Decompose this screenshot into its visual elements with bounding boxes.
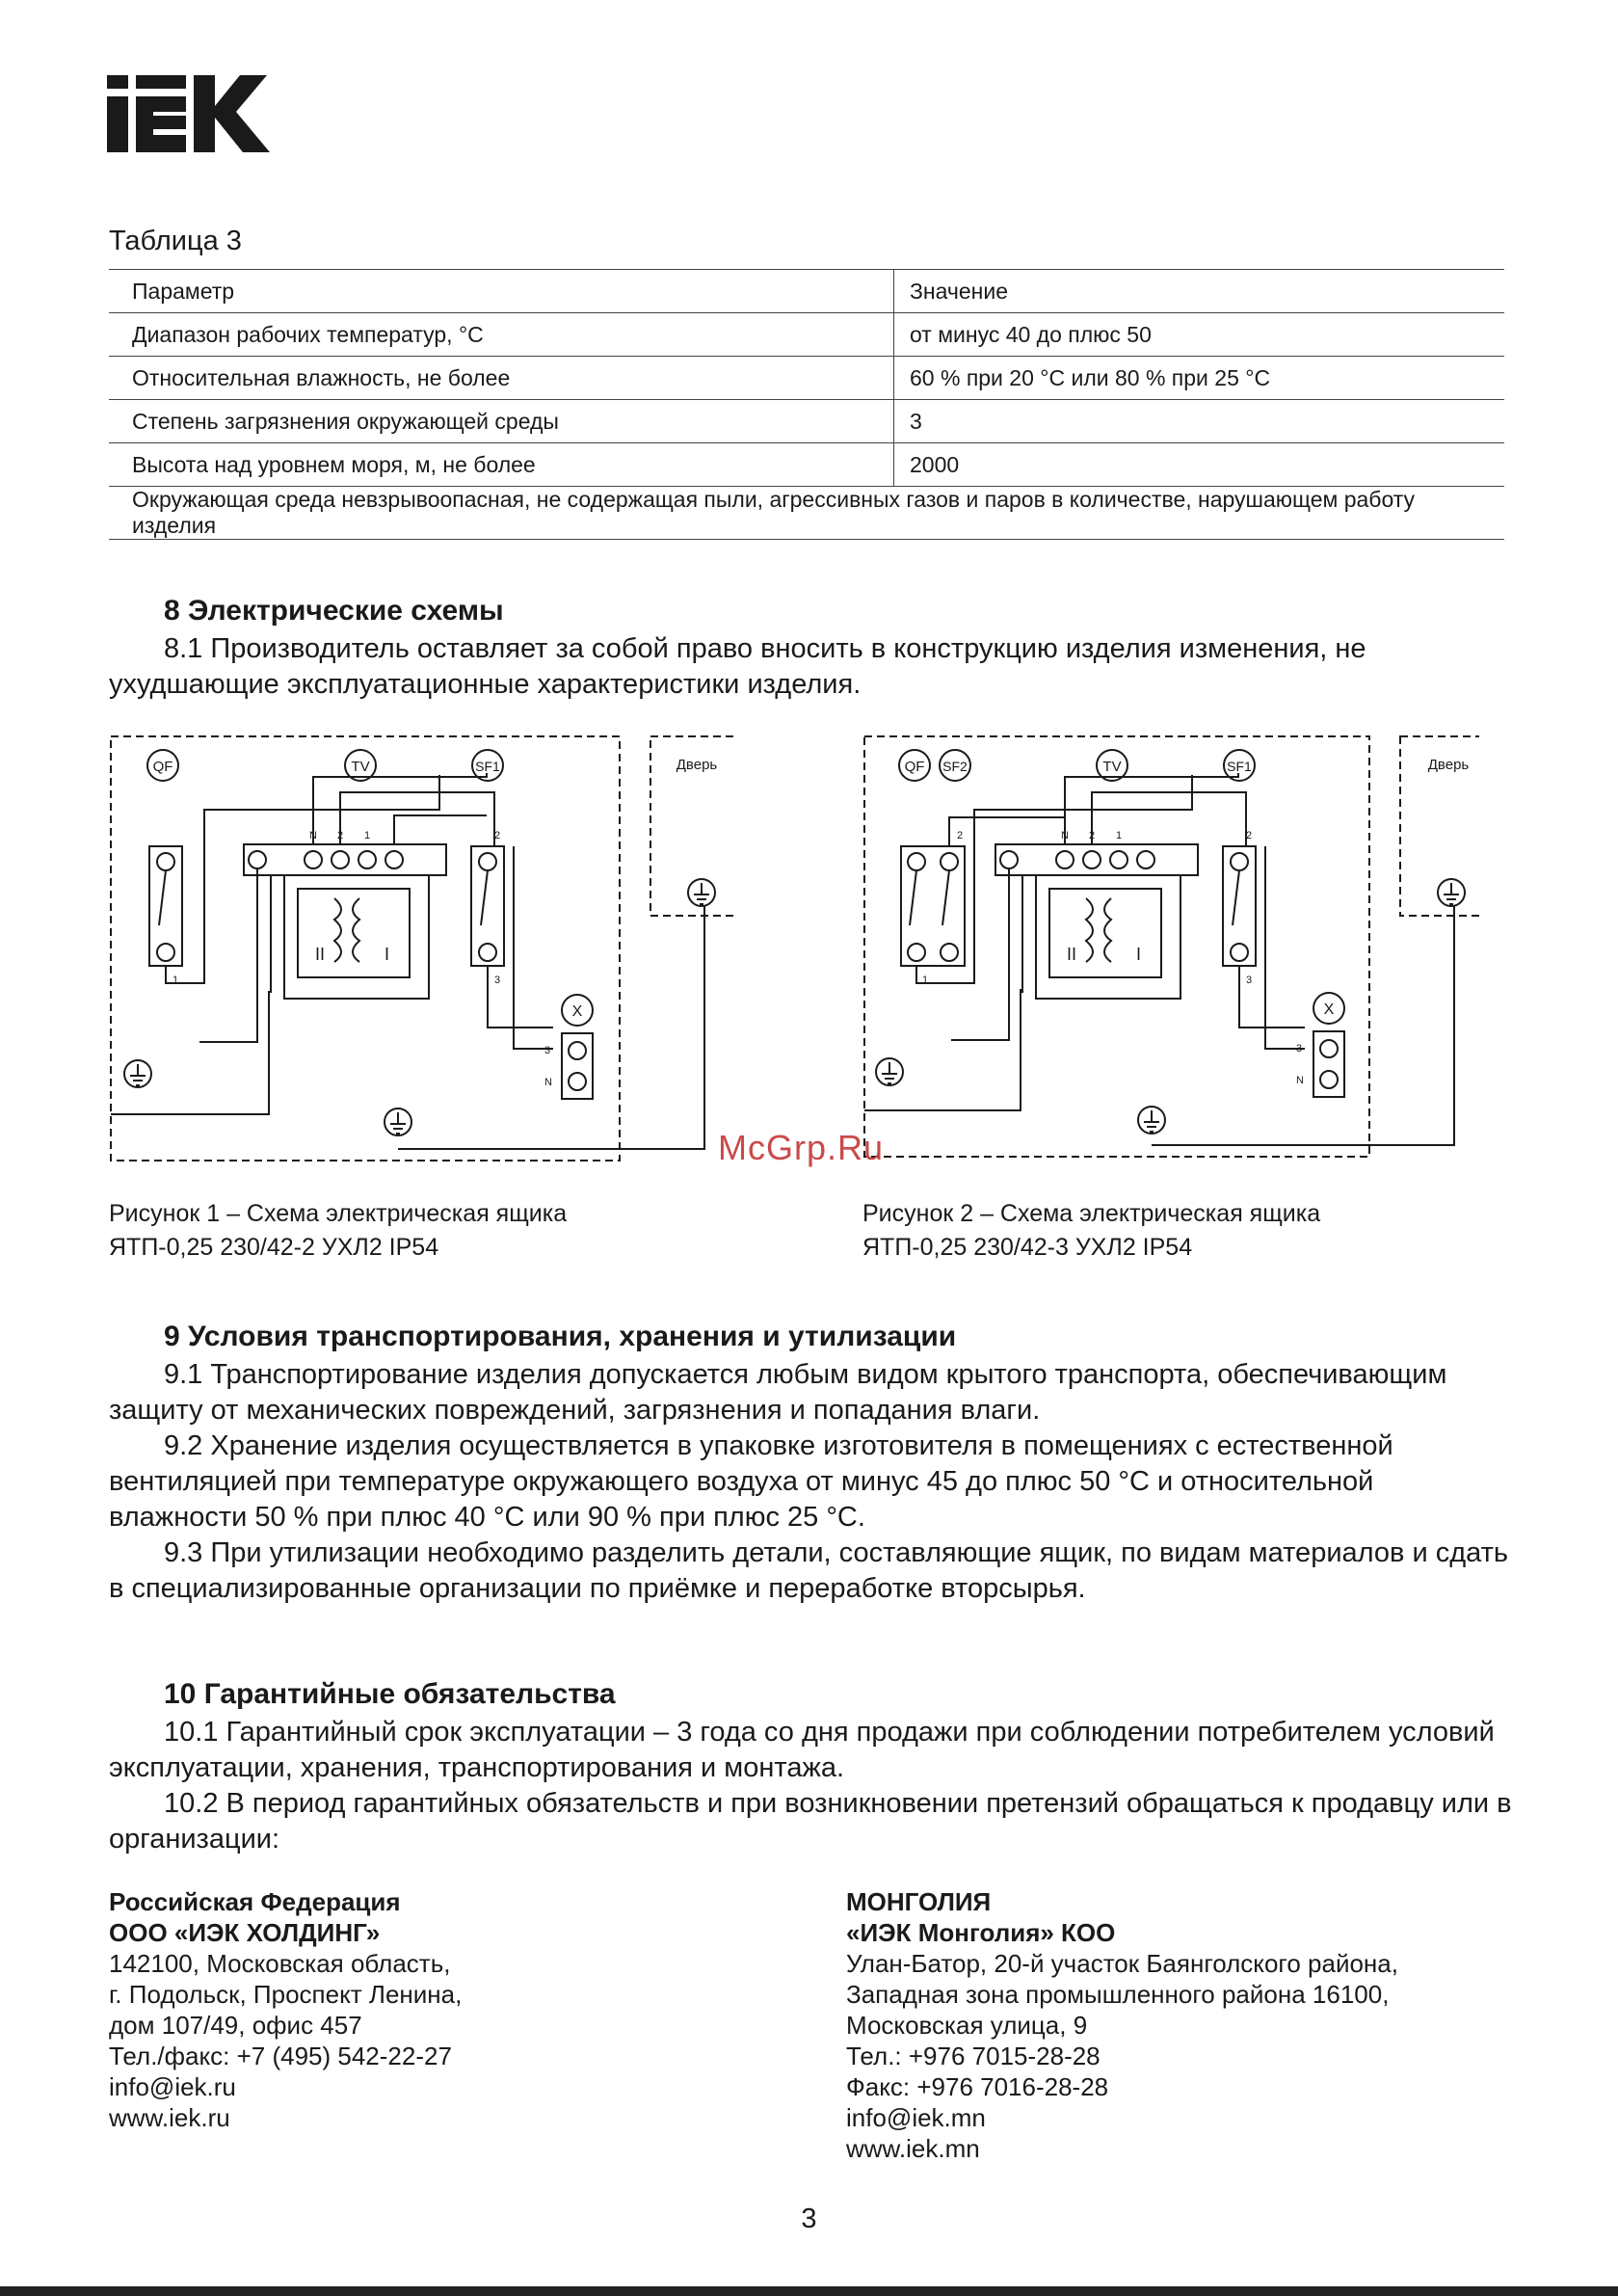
- figure-1-caption: [109, 1197, 567, 1265]
- header-cell: Параметр: [109, 270, 894, 313]
- table-footer-row: [109, 487, 1504, 540]
- figure-2-caption: [862, 1197, 1320, 1265]
- terminal-icon: [157, 944, 174, 961]
- wire: [1152, 906, 1454, 1145]
- wire: [166, 775, 439, 983]
- ground-symbol: [1144, 1110, 1159, 1132]
- wire: [1036, 875, 1180, 999]
- wire-num: 1: [922, 974, 929, 986]
- wire: [864, 989, 1021, 1110]
- qf-sf2-breaker: [901, 846, 965, 966]
- terminal-icon: [1056, 851, 1074, 868]
- ground-symbol: [390, 1112, 406, 1134]
- wire-n: N: [544, 1077, 552, 1088]
- winding-2: II: [315, 945, 326, 964]
- wire-num: 2: [494, 830, 501, 841]
- wire: [284, 875, 429, 999]
- watermark: McGrp.Ru: [718, 1128, 885, 1167]
- ground-symbol: [130, 1064, 146, 1085]
- wire-num: 2: [336, 830, 344, 841]
- contact-line: Западная зона промышленного района 16100,: [846, 1980, 1390, 2009]
- terminal-icon: [385, 851, 403, 868]
- value-cell: 60 % при 20 °С или 80 % при 25 °С: [894, 357, 1505, 400]
- terminal-icon: [1231, 853, 1248, 870]
- wire: [949, 817, 1065, 846]
- section-10-heading: 10 Гарантийные обязательства: [164, 1678, 616, 1710]
- header-cell: Значение: [894, 270, 1505, 313]
- table-row: [109, 400, 1504, 443]
- switch-icon: [159, 870, 166, 925]
- terminal-icon: [479, 944, 496, 961]
- x-label: X: [571, 1003, 583, 1020]
- contact-russia: [109, 1886, 462, 2133]
- ground-terminal-icon: [249, 851, 266, 868]
- table-caption: Таблица 3: [109, 226, 242, 256]
- coil-icon: [334, 898, 341, 962]
- section-9-heading: 9 Условия транспортирования, хранения и утилизации: [164, 1321, 957, 1352]
- terminal-icon: [1320, 1040, 1338, 1057]
- enclosure-outline: [111, 736, 620, 1161]
- door-label: Дверь: [676, 757, 718, 773]
- paragraph-8-1: [109, 631, 1516, 703]
- terminal-icon: [908, 853, 925, 870]
- wiring-diagram-2: [862, 733, 1479, 1176]
- paragraph-text: 10.1 Гарантийный срок эксплуатации – 3 года со дня продажи при соблюдении потребителем условий эксплуатации, хранения, транспортирования и монтажа.: [109, 1717, 1495, 1783]
- paragraph-10-1: [109, 1715, 1516, 1786]
- contact-email[interactable]: info@iek.mn: [846, 2103, 986, 2132]
- terminal-icon: [1231, 944, 1248, 961]
- wire-num: 1: [172, 974, 179, 986]
- contact-mongolia: [846, 1886, 1398, 2164]
- switch-icon: [481, 870, 488, 925]
- tv-label: TV: [351, 759, 370, 775]
- param-cell: Относительная влажность, не более: [109, 357, 894, 400]
- terminal-icon: [908, 944, 925, 961]
- wire-num: 2: [1246, 830, 1253, 841]
- wire: [199, 868, 257, 1042]
- contact-line: 142100, Московская область,: [109, 1949, 451, 1978]
- terminal-icon: [1137, 851, 1154, 868]
- wiring-diagram-1: [109, 733, 735, 1176]
- sf1-label: SF1: [1227, 759, 1252, 774]
- value-cell: от минус 40 до плюс 50: [894, 313, 1505, 357]
- parameters-table: [109, 269, 1504, 540]
- wire: [111, 991, 269, 1114]
- contact-country: МОНГОЛИЯ: [846, 1887, 992, 1916]
- wire-num: 3: [494, 974, 501, 986]
- wire-num: 2: [957, 830, 964, 841]
- contact-phone: Тел.: +976 7015-28-28: [846, 2042, 1101, 2070]
- terminal-icon: [1110, 851, 1127, 868]
- winding-1: I: [1136, 945, 1142, 964]
- tv-label: TV: [1102, 759, 1122, 775]
- table-row: [109, 313, 1504, 357]
- contact-org: «ИЭК Монголия» КОО: [846, 1918, 1116, 1947]
- param-cell: Высота над уровнем моря, м, не более: [109, 443, 894, 487]
- terminal-icon: [1320, 1071, 1338, 1088]
- x-terminal-block: [562, 1033, 593, 1099]
- param-cell: Диапазон рабочих температур, °С: [109, 313, 894, 357]
- value-cell: 3: [894, 400, 1505, 443]
- terminal-icon: [358, 851, 376, 868]
- switch-icon: [910, 870, 916, 925]
- paragraph-9-2: [109, 1428, 1516, 1535]
- sf1-breaker: [471, 846, 504, 966]
- wire: [394, 815, 487, 844]
- ground-symbol: [1444, 883, 1459, 904]
- paragraph-text: 9.1 Транспортирование изделия допускается любым видом крытого транспорта, обеспечивающим защиту от механических повреждений, загрязнения и попадания влаги.: [109, 1359, 1447, 1426]
- contact-country: Российская Федерация: [109, 1887, 401, 1916]
- paragraph-9-1: [109, 1357, 1516, 1428]
- paragraph-text: 10.2 В период гарантийных обязательств и при возникновении претензий обращаться к продавцу или в организации:: [109, 1788, 1512, 1855]
- wire-num: 1: [363, 830, 371, 841]
- winding-1: I: [385, 945, 390, 964]
- wire-num: 3: [1296, 1043, 1303, 1055]
- paragraph-10-2: [109, 1786, 1516, 1857]
- wire-num: 1: [1115, 830, 1123, 841]
- param-cell: Степень загрязнения окружающей среды: [109, 400, 894, 443]
- paragraph-9-3: [109, 1535, 1516, 1607]
- terminal-icon: [941, 853, 958, 870]
- section-8-heading: 8 Электрические схемы: [164, 595, 504, 627]
- sf2-label: SF2: [942, 759, 968, 774]
- contact-website[interactable]: www.iek.ru: [109, 2103, 230, 2132]
- table-row: [109, 357, 1504, 400]
- terminal-icon: [1083, 851, 1101, 868]
- x-label: X: [1323, 1001, 1335, 1018]
- wire-n: N: [1061, 830, 1069, 841]
- contact-org: ООО «ИЭК ХОЛДИНГ»: [109, 1918, 381, 1947]
- contact-fax: Факс: +976 7016-28-28: [846, 2072, 1109, 2101]
- page-number: 3: [801, 2203, 817, 2234]
- contact-email[interactable]: info@iek.ru: [109, 2072, 236, 2101]
- value-cell: 2000: [894, 443, 1505, 487]
- winding-2: II: [1067, 945, 1077, 964]
- paragraph-text: 8.1 Производитель оставляет за собой право вносить в конструкцию изделия изменения, не ухудшающие эксплуатационные характеристики изделия.: [109, 633, 1366, 700]
- ground-symbol: [882, 1062, 897, 1083]
- terminal-icon: [305, 851, 322, 868]
- x-terminal-block: [1313, 1031, 1344, 1097]
- wire: [1265, 846, 1305, 1049]
- table-header-row: [109, 270, 1504, 313]
- coil-icon: [1104, 898, 1111, 962]
- contact-phone: Тел./факс: +7 (495) 542-22-27: [109, 2042, 452, 2070]
- switch-icon: [942, 870, 949, 925]
- coil-icon: [353, 898, 359, 962]
- caption-line: ЯТП-0,25 230/42-3 УХЛ2 IP54: [862, 1234, 1193, 1261]
- contact-line: Улан-Батор, 20-й участок Баянголского района,: [846, 1949, 1398, 1978]
- wire-num: 3: [544, 1045, 551, 1056]
- terminal-icon: [332, 851, 349, 868]
- paragraph-text: 9.2 Хранение изделия осуществляется в упаковке изготовителя в помещениях с естественной вентиляцией при температуре окружающего воздуха от минус 45 до плюс 50 °С и относительной влажности 50 % при плюс 40 °С или 90 % при плюс 25 °С.: [109, 1430, 1393, 1533]
- ground-terminal-icon: [1000, 851, 1018, 868]
- bottom-rule: [0, 2286, 1618, 2296]
- table-row: [109, 443, 1504, 487]
- wire-n: N: [309, 830, 317, 841]
- wire-n: N: [1296, 1075, 1304, 1086]
- sf1-breaker: [1223, 846, 1256, 966]
- switch-icon: [1233, 870, 1239, 925]
- sf1-label: SF1: [475, 759, 500, 774]
- wire-num: 2: [1088, 830, 1096, 841]
- caption-line: Рисунок 2 – Схема электрическая ящика: [862, 1200, 1321, 1227]
- contact-website[interactable]: www.iek.mn: [846, 2134, 980, 2163]
- contact-line: Московская улица, 9: [846, 2011, 1088, 2040]
- caption-line: ЯТП-0,25 230/42-2 УХЛ2 IP54: [109, 1234, 439, 1261]
- qf-breaker: [149, 846, 182, 966]
- terminal-icon: [569, 1042, 586, 1059]
- ground-symbol: [694, 883, 709, 904]
- contact-line: дом 107/49, офис 457: [109, 2011, 362, 2040]
- qf-label: QF: [152, 759, 173, 775]
- wire: [514, 846, 553, 1049]
- enclosure-outline: [864, 736, 1369, 1157]
- contact-line: г. Подольск, Проспект Ленина,: [109, 1980, 463, 2009]
- door-label: Дверь: [1427, 757, 1470, 773]
- qf-label: QF: [904, 759, 925, 775]
- terminal-icon: [941, 944, 958, 961]
- terminal-icon: [479, 853, 496, 870]
- paragraph-text: 9.3 При утилизации необходимо разделить детали, составляющие ящик, по видам материалов и сдать в специализированные организации по приёмке и переработке вторсырья.: [109, 1537, 1509, 1604]
- wire: [951, 868, 1009, 1040]
- wire-num: 3: [1246, 974, 1253, 986]
- caption-line: Рисунок 1 – Схема электрическая ящика: [109, 1200, 568, 1227]
- iek-logo: [107, 75, 276, 152]
- terminal-icon: [569, 1073, 586, 1090]
- terminal-strip: [995, 844, 1198, 875]
- terminal-strip: [244, 844, 446, 875]
- terminal-icon: [157, 853, 174, 870]
- footer-cell: Окружающая среда невзрывоопасная, не содержащая пыли, агрессивных газов и паров в количестве, нарушающем работу изделия: [109, 487, 1504, 540]
- coil-icon: [1086, 898, 1093, 962]
